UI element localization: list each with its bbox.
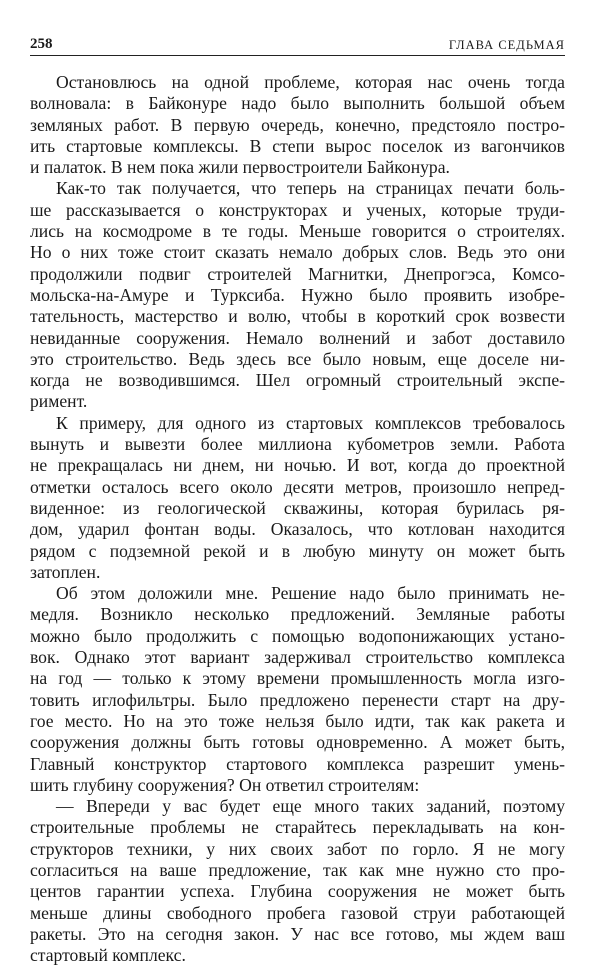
- text-line: гое место. Но на это тоже нельзя было идти, так как ракета и: [30, 710, 565, 731]
- text-line: ить стартовые комплексы. В степи вырос поселок из вагончиков: [30, 135, 565, 156]
- text-line: сооружения должны быть готовы одновременно. А может быть,: [30, 732, 565, 753]
- text-line: рядом с подземной рекой и в любую минуту он может быть: [30, 540, 565, 561]
- text-line: невиданные сооружения. Немало волнений и забот доставило: [30, 327, 565, 348]
- text-line: когда не возводившимся. Шел огромный строительный экспе-: [30, 370, 565, 391]
- text-line: согласиться на ваше предложение, так как мне нужно сто про-: [30, 859, 565, 880]
- page-number: 258: [30, 36, 53, 52]
- text-line: римент.: [30, 391, 88, 412]
- text-line: стартовый комплекс.: [30, 945, 186, 966]
- text-line: товить иглофильтры. Было предложено перенести старт на дру-: [30, 689, 565, 710]
- text-line: Об этом доложили мне. Решение надо было принимать не-: [56, 583, 565, 604]
- text-line: — Впереди у вас будет еще много таких заданий, поэтому: [56, 796, 565, 817]
- text-line: мольска-на-Амуре и Турксиба. Нужно было проявить изобре-: [30, 284, 565, 305]
- text-line: можно было продолжить с помощью водопонижающих устано-: [30, 625, 565, 646]
- text-line: тательность, мастерство и волю, чтобы в короткий срок возвести: [30, 306, 565, 327]
- text-line: продолжили подвиг строителей Магнитки, Днепрогэса, Комсо-: [30, 263, 565, 284]
- text-line: дом, ударил фонтан воды. Оказалось, что котлован находится: [30, 519, 565, 540]
- text-line: вынуть и вывезти более миллиона кубометров земли. Работа: [30, 434, 565, 455]
- text-line: ракеты. Это на сегодня закон. У нас все готово, мы ждем ваш: [30, 923, 565, 944]
- header-rule: [30, 55, 565, 56]
- paragraph-1: [30, 72, 565, 178]
- text-line: центов гарантии успеха. Глубина сооружения не может быть: [30, 881, 565, 902]
- text-line: ше рассказывается о конструкторах и ученых, которые труди-: [30, 199, 565, 220]
- text-line: отметки осталось всего около десяти метров, произошло непред-: [30, 476, 565, 497]
- paragraph-5: [30, 796, 565, 966]
- text-line: виденное: из геологической скважины, которая бурилась ря-: [30, 497, 565, 518]
- text-line: земляных работ. В первую очередь, конечно, предстояло постро-: [30, 114, 565, 135]
- text-line: Как-то так получается, что теперь на страницах печати боль-: [56, 178, 565, 199]
- text-line: структоров техники, у них своих забот по горло. Я не могу: [30, 838, 565, 859]
- text-line: это строительство. Ведь здесь все было новым, еще доселе ни-: [30, 348, 565, 369]
- text-line: волновала: в Байконуре надо было выполнить большой объем: [30, 93, 565, 114]
- text-line: не прекращалась ни днем, ни ночью. И вот, когда до проектной: [30, 455, 565, 476]
- text-line: на год — только к этому времени промышленность могла изго-: [30, 668, 565, 689]
- text-line: Главный конструктор стартового комплекса разрешит умень-: [30, 753, 565, 774]
- paragraph-3: [30, 413, 565, 583]
- paragraph-4: [30, 583, 565, 796]
- text-line: вок. Однако этот вариант задерживал строительство комплекса: [30, 647, 565, 668]
- text-line: затоплен.: [30, 561, 101, 582]
- text-line: медля. Возникло несколько предложений. Земляные работы: [30, 604, 565, 625]
- body-text: [30, 72, 565, 966]
- text-line: и палаток. В нем пока жили первостроители Байконура.: [30, 157, 450, 178]
- text-line: меньше длины свободного пробега газовой струи работающей: [30, 902, 565, 923]
- text-line: шить глубину сооружения? Он ответил строителям:: [30, 774, 420, 795]
- text-line: Но о них тоже стоит сказать немало добрых слов. Ведь это они: [30, 242, 565, 263]
- text-line: строительные проблемы не старайтесь перекладывать на кон-: [30, 817, 565, 838]
- text-line: К примеру, для одного из стартовых комплексов требовалось: [56, 412, 565, 433]
- running-head: [30, 36, 565, 54]
- text-line: лись на космодроме в те годы. Меньше говорится о строителях.: [30, 221, 565, 242]
- paragraph-2: [30, 178, 565, 412]
- chapter-title: ГЛАВА СЕДЬМАЯ: [448, 38, 565, 52]
- text-line: Остановлюсь на одной проблеме, которая нас очень тогда: [56, 72, 565, 92]
